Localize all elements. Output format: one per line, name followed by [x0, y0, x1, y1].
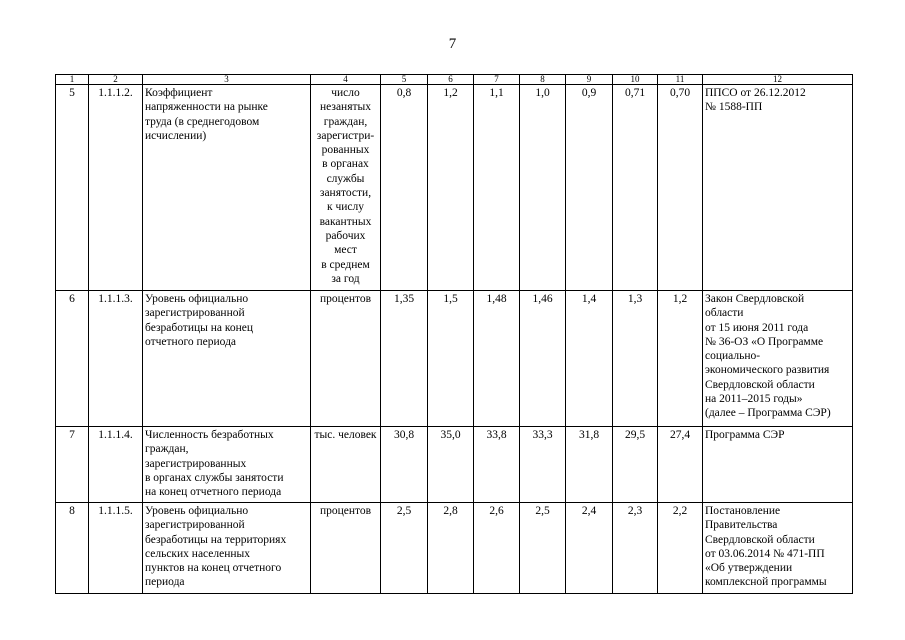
indicator-code: 1.1.1.5. [89, 503, 143, 594]
value-cell: 1,3 [613, 291, 658, 427]
column-number: 9 [566, 75, 613, 85]
value-cell: 2,6 [474, 503, 520, 594]
indicator-name: Коэффициент напряженности на рынке труда (в среднегодовом исчислении) [143, 85, 311, 291]
table-row [56, 427, 853, 503]
column-number: 5 [381, 75, 428, 85]
value-cell: 30,8 [381, 427, 428, 503]
value-cell: 2,3 [613, 503, 658, 594]
value-cell: 0,8 [381, 85, 428, 291]
column-number: 3 [143, 75, 311, 85]
column-number: 10 [613, 75, 658, 85]
indicator-name: Уровень официально зарегистрированной безработицы на территориях сельских населенных пунктов на конец отчетного периода [143, 503, 311, 594]
value-cell: 1,0 [520, 85, 566, 291]
row-number: 7 [56, 427, 89, 503]
value-cell: 0,71 [613, 85, 658, 291]
table-row [56, 85, 853, 291]
value-cell: 1,4 [566, 291, 613, 427]
column-number: 4 [311, 75, 381, 85]
unit-of-measure: процентов [311, 503, 381, 594]
value-cell: 2,2 [658, 503, 703, 594]
value-cell: 2,4 [566, 503, 613, 594]
value-cell: 27,4 [658, 427, 703, 503]
row-number: 8 [56, 503, 89, 594]
indicator-name: Численность безработных граждан, зарегистрированных в органах службы занятости на конец отчетного периода [143, 427, 311, 503]
value-cell: 35,0 [428, 427, 474, 503]
value-cell: 1,35 [381, 291, 428, 427]
value-cell: 2,5 [520, 503, 566, 594]
source-document: Закон Свердловской области от 15 июня 2011 года № 36-ОЗ «О Программе социально- экономического развития Свердловской области на 2011–2015 годы» (далее – Программа СЭР) [703, 291, 853, 427]
column-number: 2 [89, 75, 143, 85]
value-cell: 0,70 [658, 85, 703, 291]
column-number: 8 [520, 75, 566, 85]
row-number: 6 [56, 291, 89, 427]
value-cell: 1,5 [428, 291, 474, 427]
value-cell: 31,8 [566, 427, 613, 503]
source-document: ППСО от 26.12.2012 № 1588-ПП [703, 85, 853, 291]
column-number: 12 [703, 75, 853, 85]
column-number: 6 [428, 75, 474, 85]
indicator-code: 1.1.1.2. [89, 85, 143, 291]
value-cell: 29,5 [613, 427, 658, 503]
row-number: 5 [56, 85, 89, 291]
value-cell: 2,5 [381, 503, 428, 594]
page-number: 7 [448, 36, 457, 52]
value-cell: 1,46 [520, 291, 566, 427]
value-cell: 1,48 [474, 291, 520, 427]
source-document: Постановление Правительства Свердловской области от 03.06.2014 № 471-ПП «Об утверждении комплексной программы [703, 503, 853, 594]
value-cell: 2,8 [428, 503, 474, 594]
unit-of-measure: процентов [311, 291, 381, 427]
table-row [56, 291, 853, 427]
column-number: 11 [658, 75, 703, 85]
value-cell: 1,2 [428, 85, 474, 291]
value-cell: 33,8 [474, 427, 520, 503]
indicator-name: Уровень официально зарегистрированной безработицы на конец отчетного периода [143, 291, 311, 427]
unit-of-measure: тыс. человек [311, 427, 381, 503]
value-cell: 33,3 [520, 427, 566, 503]
indicator-code: 1.1.1.3. [89, 291, 143, 427]
value-cell: 1,2 [658, 291, 703, 427]
value-cell: 0,9 [566, 85, 613, 291]
indicators-table [55, 74, 853, 594]
column-number-row [56, 75, 853, 85]
table-row [56, 503, 853, 594]
source-document: Программа СЭР [703, 427, 853, 503]
column-number: 1 [56, 75, 89, 85]
unit-of-measure: число незанятых граждан, зарегистри- рованных в органах службы занятости, к числу вакантных рабочих мест в среднем за год [311, 85, 381, 291]
indicator-code: 1.1.1.4. [89, 427, 143, 503]
column-number: 7 [474, 75, 520, 85]
value-cell: 1,1 [474, 85, 520, 291]
